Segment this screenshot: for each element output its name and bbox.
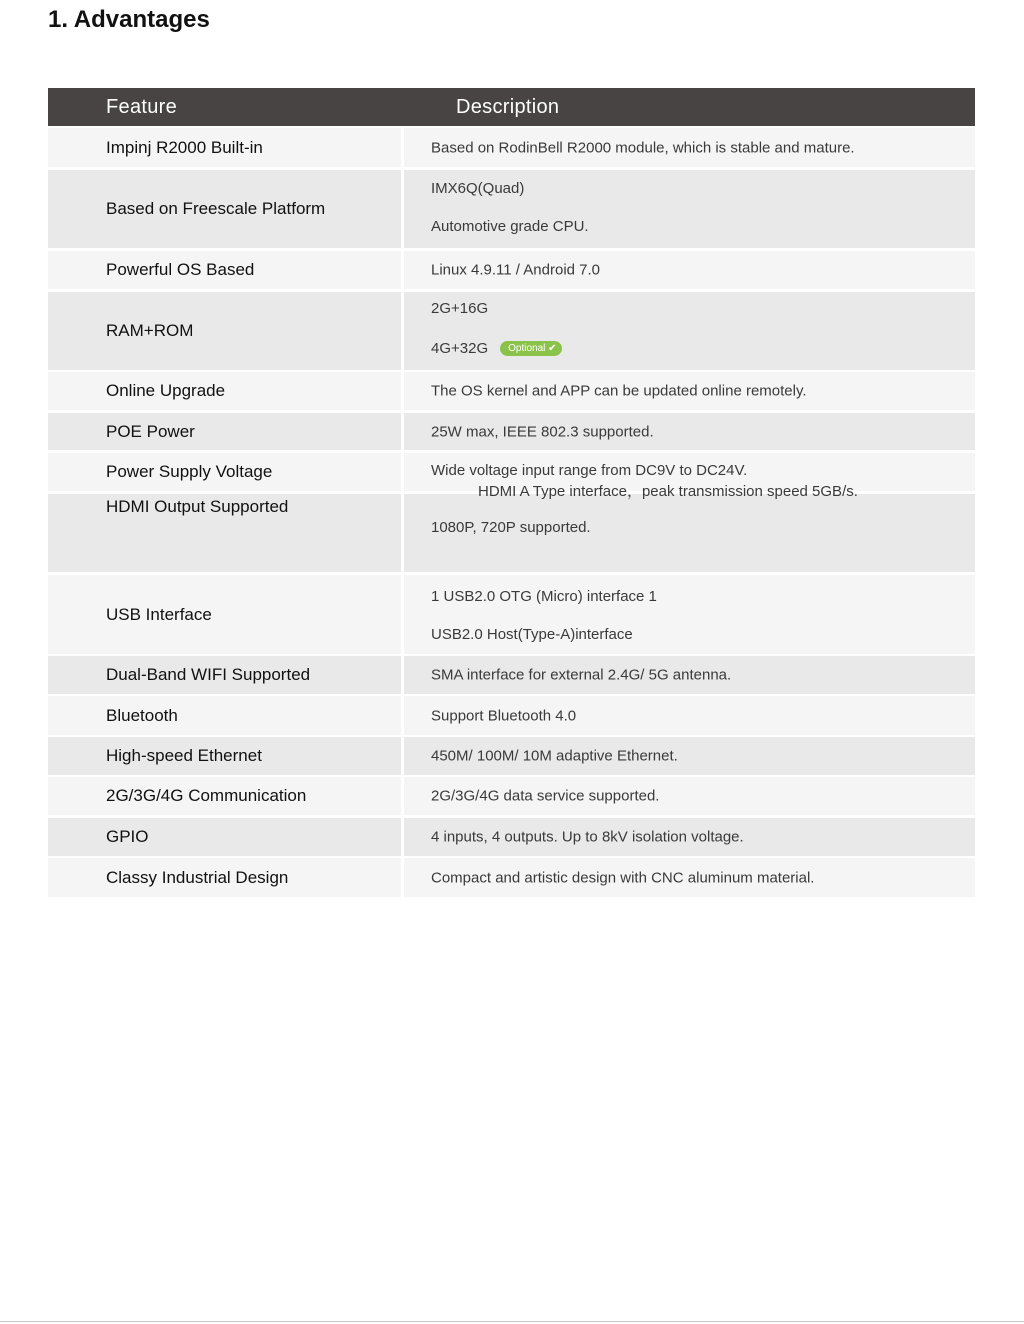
description-line: HDMI A Type interface，peak transmission speed 5GB/s. bbox=[478, 483, 858, 500]
description-cell: Based on RodinBell R2000 module, which is stable and mature. bbox=[431, 139, 855, 156]
feature-cell: Dual-Band WIFI Supported bbox=[106, 665, 311, 684]
feature-cell: Powerful OS Based bbox=[106, 260, 255, 279]
description-line: 1080P, 720P supported. bbox=[431, 519, 591, 536]
table-row bbox=[48, 372, 975, 410]
description-cell: 25W max, IEEE 802.3 supported. bbox=[431, 423, 654, 440]
table-row bbox=[48, 413, 975, 450]
table-row bbox=[48, 777, 975, 815]
description-line: 4G+32G Optional ✔ bbox=[431, 340, 562, 357]
feature-cell: 2G/3G/4G Communication bbox=[106, 786, 307, 805]
page-bottom-rule bbox=[0, 1321, 1024, 1322]
feature-cell: HDMI Output Supported bbox=[106, 497, 289, 516]
description-cell: SMA interface for external 2.4G/ 5G antenna. bbox=[431, 666, 732, 684]
description-line: 2G+16G bbox=[431, 300, 489, 317]
table-header bbox=[48, 88, 975, 126]
description-cell: Wide voltage input range from DC9V to DC24V. bbox=[431, 462, 748, 479]
column-header-description: Description bbox=[456, 96, 560, 118]
description-cell: The OS kernel and APP can be updated online remotely. bbox=[431, 382, 807, 400]
table-row bbox=[48, 494, 975, 572]
column-header-feature: Feature bbox=[106, 96, 178, 118]
table-row bbox=[48, 170, 975, 248]
description-line: Automotive grade CPU. bbox=[431, 218, 589, 235]
table-row bbox=[48, 737, 975, 775]
table-row bbox=[48, 575, 975, 654]
table-row bbox=[48, 251, 975, 289]
table-row bbox=[48, 292, 975, 370]
description-cell: Linux 4.9.11 / Android 7.0 bbox=[431, 261, 601, 279]
feature-cell: Classy Industrial Design bbox=[106, 867, 289, 887]
optional-badge: Optional ✔ bbox=[500, 341, 561, 356]
feature-cell: RAM+ROM bbox=[106, 321, 194, 340]
table-row bbox=[48, 696, 975, 735]
feature-cell: Power Supply Voltage bbox=[106, 462, 273, 481]
description-line: 1 USB2.0 OTG (Micro) interface 1 bbox=[431, 588, 657, 605]
table-row bbox=[48, 858, 975, 897]
description-cell: 450M/ 100M/ 10M adaptive Ethernet. bbox=[431, 747, 678, 765]
feature-cell: Based on Freescale Platform bbox=[106, 199, 326, 218]
feature-cell: Bluetooth bbox=[106, 705, 178, 725]
description-line: IMX6Q(Quad) bbox=[431, 180, 525, 197]
description-cell: 4 inputs, 4 outputs. Up to 8kV isolation voltage. bbox=[431, 828, 744, 846]
description-cell: Support Bluetooth 4.0 bbox=[431, 707, 577, 724]
page-title: 1. Advantages bbox=[48, 6, 210, 33]
feature-cell: POE Power bbox=[106, 421, 195, 441]
description-cell: 2G/3G/4G data service supported. bbox=[431, 787, 660, 805]
feature-cell: Online Upgrade bbox=[106, 381, 226, 400]
feature-cell: USB Interface bbox=[106, 604, 212, 624]
table-row bbox=[48, 128, 975, 167]
feature-cell: Impinj R2000 Built-in bbox=[106, 137, 263, 157]
feature-cell: High-speed Ethernet bbox=[106, 746, 262, 765]
feature-cell: GPIO bbox=[106, 827, 149, 846]
description-line: USB2.0 Host(Type-A)interface bbox=[431, 626, 633, 643]
table-row bbox=[48, 818, 975, 856]
table-row bbox=[48, 656, 975, 694]
description-cell: Compact and artistic design with CNC aluminum material. bbox=[431, 869, 815, 886]
